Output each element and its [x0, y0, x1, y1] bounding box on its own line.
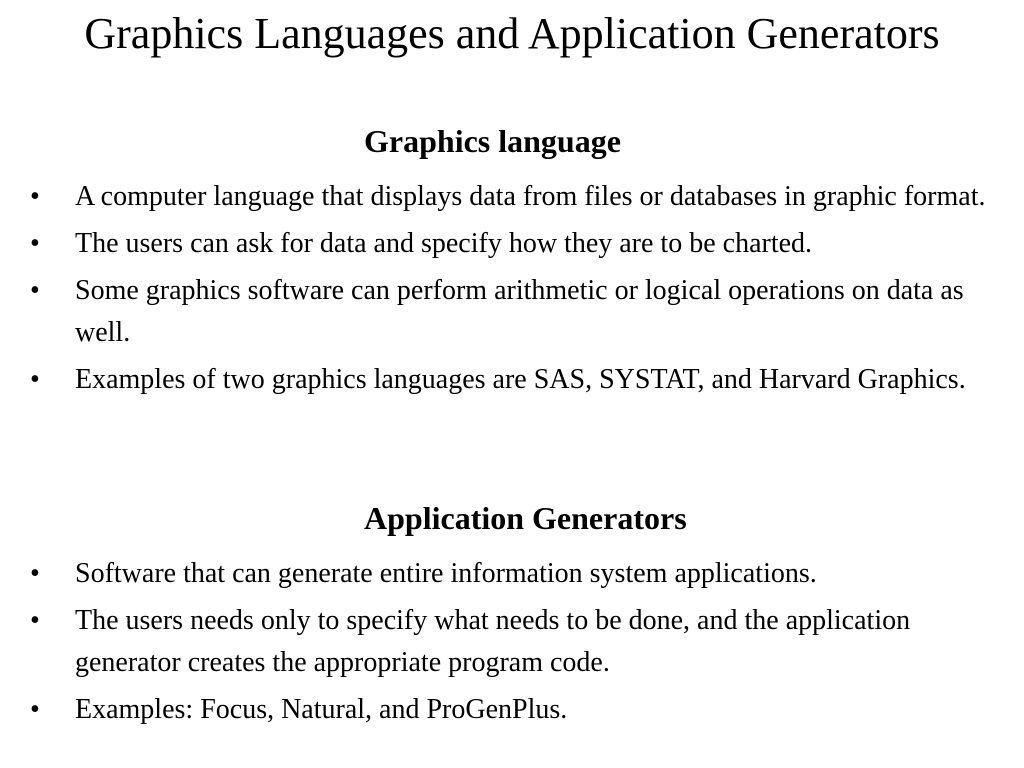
bullet-icon: • — [30, 605, 40, 636]
slide-title: Graphics Languages and Application Generators — [84, 9, 940, 58]
list-item — [30, 600, 1010, 684]
list-item — [30, 270, 1010, 354]
list-item — [30, 689, 1010, 731]
list-item — [30, 176, 1010, 218]
section-heading-application-generators: Application Generators — [364, 500, 687, 536]
bullet-text: Examples: Focus, Natural, and ProGenPlus. — [75, 694, 568, 725]
list-item — [30, 359, 1010, 401]
bullet-icon: • — [30, 181, 40, 212]
bullet-text: The users can ask for data and specify how they are to be charted. — [75, 228, 813, 259]
bullet-text: A computer language that displays data from files or databases in graphic format. — [75, 181, 986, 212]
bullet-icon: • — [30, 558, 40, 589]
bullet-icon: • — [30, 275, 40, 306]
bullet-list-graphics-language — [30, 176, 1010, 406]
bullet-list-application-generators — [30, 553, 1010, 736]
bullet-icon: • — [30, 694, 40, 725]
bullet-icon: • — [30, 364, 40, 395]
bullet-text: The users needs only to specify what needs to be done, and the application generator creates the appropriate program code. — [75, 605, 911, 678]
bullet-icon: • — [30, 228, 40, 259]
section-heading-graphics-language: Graphics language — [364, 123, 621, 159]
list-item — [30, 553, 1010, 595]
bullet-text: Some graphics software can perform arithmetic or logical operations on data as well. — [75, 275, 964, 348]
bullet-text: Examples of two graphics languages are SAS, SYSTAT, and Harvard Graphics. — [75, 364, 966, 395]
list-item — [30, 223, 1010, 265]
bullet-text: Software that can generate entire information system applications. — [75, 558, 817, 589]
